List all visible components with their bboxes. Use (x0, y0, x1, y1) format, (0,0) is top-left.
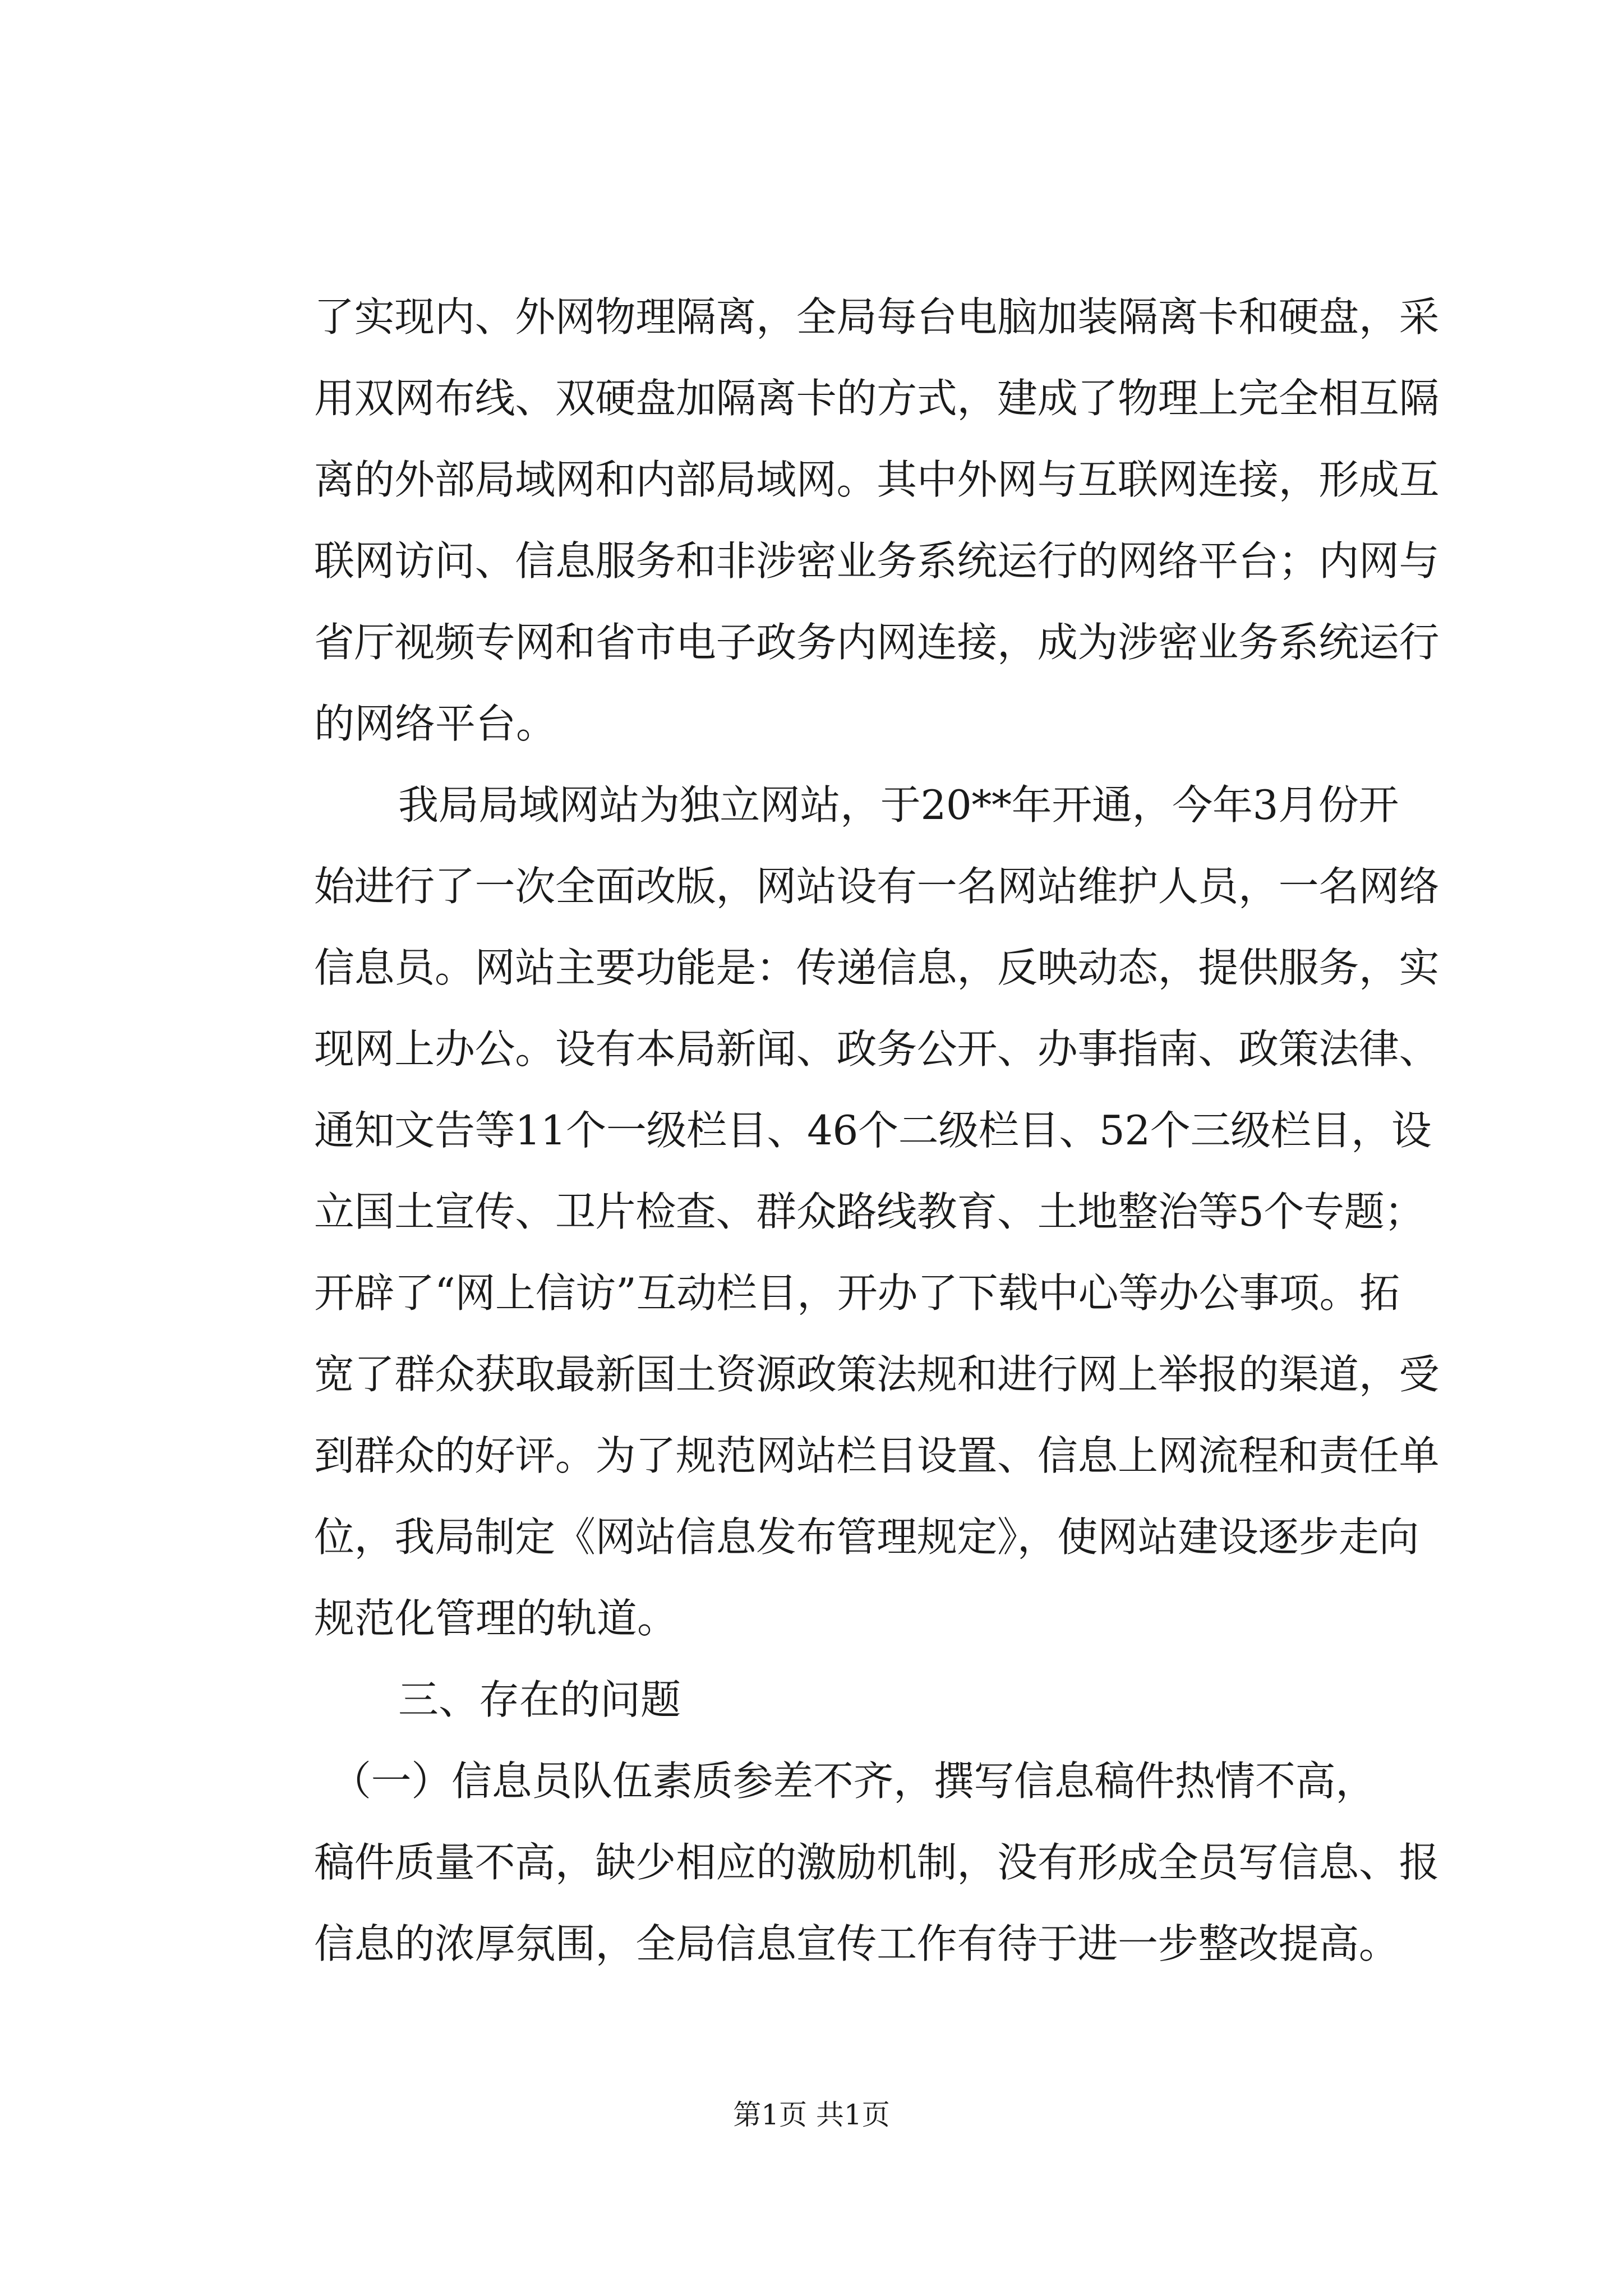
text-line: 现网上办公。设有本局新闻、政务公开、办事指南、政策法律、 (314, 1025, 1440, 1073)
page-number-label: 第1页 共1页 (733, 2099, 890, 2131)
text-line: 信息员。网站主要功能是：传递信息，反映动态，提供服务，实 (314, 944, 1440, 991)
page-footer (0, 2092, 1623, 2137)
text-line: 立国土宣传、卫片检查、群众路线教育、土地整治等5个专题； (314, 1188, 1425, 1235)
text-line: 用双网布线、双硬盘加隔离卡的方式，建成了物理上完全相互隔 (314, 375, 1440, 422)
section-heading: 三、存在的问题 (398, 1676, 681, 1723)
text-line: （一）信息员队伍素质参差不齐，撰写信息稿件热情不高， (331, 1757, 1376, 1805)
text-line: 离的外部局域网和内部局域网。其中外网与互联网连接，形成互 (314, 456, 1440, 503)
text-line: 始进行了一次全面改版，网站设有一名网站维护人员，一名网络 (314, 863, 1440, 910)
text-line: 省厅视频专网和省市电子政务内网连接，成为涉密业务系统运行 (314, 619, 1440, 666)
text-line: 位，我局制定《网站信息发布管理规定》，使网站建设逐步走向 (314, 1513, 1419, 1561)
text-line: 宽了群众获取最新国土资源政策法规和进行网上举报的渠道，受 (314, 1351, 1440, 1398)
text-line: 我局局域网站为独立网站，于20**年开通，今年3月份开 (398, 781, 1399, 829)
text-line: 联网访问、信息服务和非涉密业务系统运行的网络平台；内网与 (314, 537, 1440, 585)
text-line: 的网络平台。 (314, 700, 557, 747)
text-line: 到群众的好评。为了规范网站栏目设置、信息上网流程和责任单 (314, 1432, 1440, 1479)
text-line: 开辟了“网上信访”互动栏目，开办了下载中心等办公事项。拓 (314, 1269, 1400, 1317)
text-line: 了实现内、外网物理隔离，全局每台电脑加装隔离卡和硬盘，采 (314, 293, 1440, 341)
text-line: 通知文告等11个一级栏目、46个二级栏目、52个三级栏目，设 (314, 1107, 1432, 1154)
text-line: 稿件质量不高，缺少相应的激励机制，没有形成全员写信息、报 (314, 1839, 1440, 1886)
text-line: 信息的浓厚氛围，全局信息宣传工作有待于进一步整改提高。 (314, 1920, 1399, 1967)
text-line: 规范化管理的轨道。 (314, 1595, 678, 1642)
